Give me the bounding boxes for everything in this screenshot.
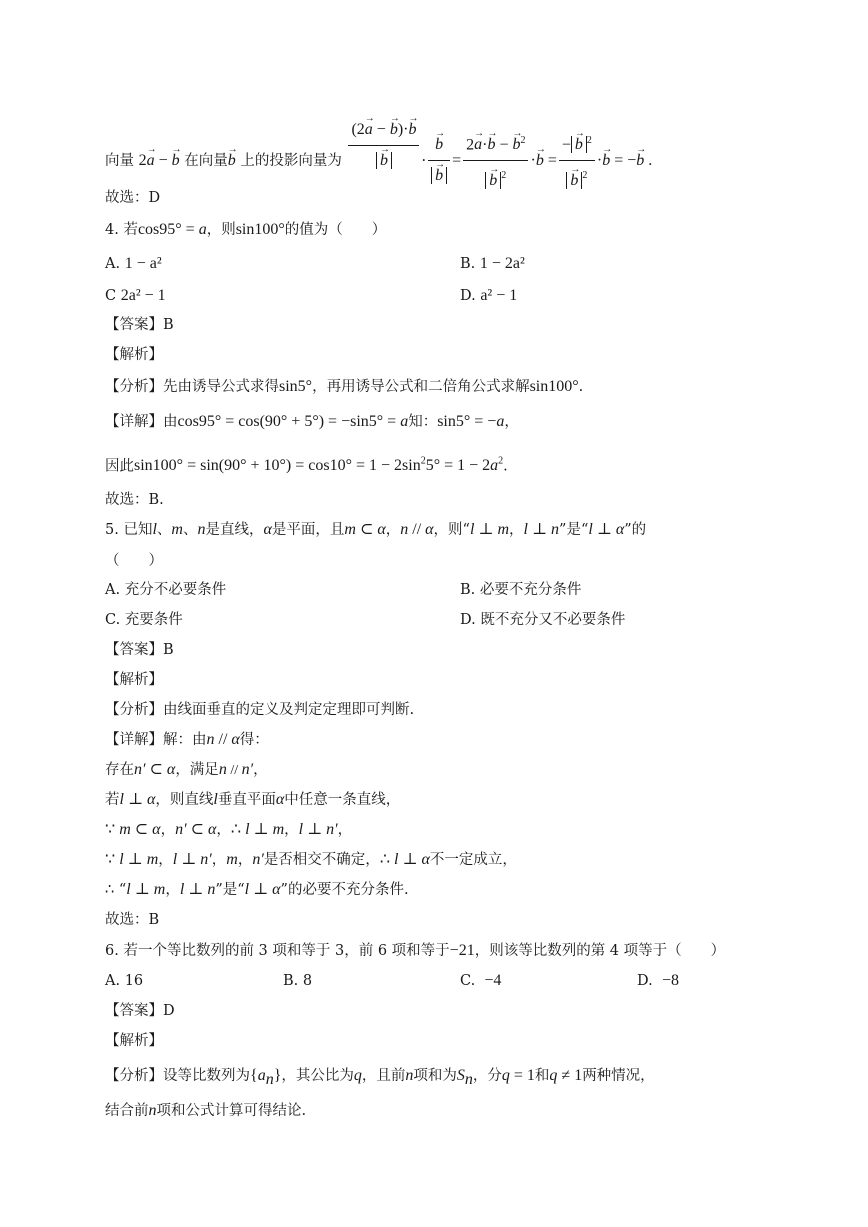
q4-analysis: 【解析】 (105, 347, 163, 363)
fraction: 2→ a·→ b − → $b^2$ → b $^2$ (463, 128, 528, 194)
q5-fenxi: 【分析】由线面垂直的定义及判定定理即可判断. (105, 702, 415, 718)
q5-analysis: 【解析】 (105, 672, 163, 688)
q5-line1: 存在n′ ⊂ α，满足n // n′， (105, 761, 268, 778)
q5-line3: ∵ m ⊂ α，n′ ⊂ α，∴ l ⊥ m，l ⊥ n′， (105, 821, 353, 838)
q6-option-a: A. 16 (105, 973, 144, 989)
q4-option-d: D. a² − 1 (460, 287, 518, 304)
q4-stem: 4. 若cos95° = a，则sin100°的值为（ ） (105, 221, 387, 238)
q4-option-c: C 2a² − 1 (105, 287, 166, 304)
fraction: → b → b (428, 132, 450, 189)
q5-line5: ∴ “l ⊥ m，l ⊥ n”是“l ⊥ α”的必要不充分条件. (105, 881, 409, 898)
q4-option-b: B. 1 − 2a² (460, 255, 525, 272)
q5-line4: ∵ l ⊥ m，l ⊥ n′，m，n′是否相交不确定，∴ l ⊥ α不一定成立， (105, 851, 517, 868)
q5-paren: （ ） (105, 553, 163, 569)
q5-stem: 5. 已知l、m、n是直线，α是平面，且m ⊂ α，n // α，则“l ⊥ m，l ⊥ n”是“l ⊥ α”的 (105, 521, 647, 538)
q6-option-b: B. 8 (283, 973, 313, 989)
fraction: −→ b $^2$ → b $^2$ (559, 128, 595, 194)
q5-answer: 【答案】B (105, 642, 174, 658)
q5-line2: 若l ⊥ α，则直线l垂直平面α中任意一条直线， (105, 791, 401, 808)
math: 2→ a − → b (139, 152, 180, 169)
q6-last: 结合前n项和公式计算可得结论. (105, 1102, 307, 1119)
q6-option-d: D. −8 (637, 972, 679, 989)
q4-option-a: A. 1 − a² (105, 255, 162, 272)
q5-select: 故选：B (105, 912, 160, 928)
math: → b (228, 148, 236, 174)
text: 向量 (105, 152, 134, 169)
q5-option-d: D. 既不充分又不必要条件 (460, 612, 626, 628)
q4-xiangjie: 【详解】由cos95° = cos(90° + 5°) = −sin5° = a知：sin5° = −a， (105, 413, 519, 430)
q6-analysis: 【解析】 (105, 1033, 163, 1049)
q5-option-b: B. 必要不充分条件 (460, 582, 582, 598)
q4-answer: 【答案】B (105, 317, 174, 333)
projection-line: 向量 2→ a − → b 在向量→ b 上的投影向量为 (2→ a − → b)·→ b → b · → b → b = 2→ a·→ b − → $b^2$ → b $^2$ ·→ b = −→ b $^2$ → b $^2$ ·→ b = −→ b . (105, 128, 652, 194)
q5-xiangjie: 【详解】解：由n // α得： (105, 731, 269, 748)
q6-stem: 6. 若一个等比数列的前 3 项和等于 3，前 6 项和等于−21，则该等比数列的第 4 项等于（ ） (105, 942, 726, 959)
fraction: (2→ a − → b)·→ b → b (348, 117, 419, 174)
q4-select: 故选：B. (105, 492, 164, 508)
q6-answer: 【答案】D (105, 1003, 175, 1019)
q6-fenxi: 【分析】设等比数列为$\{a_n\}$，其公比为q，且前n项和为$S_n$，分q = 1和q ≠ 1两种情况， (105, 1067, 655, 1089)
q4-fenxi: 【分析】先由诱导公式求得sin5°，再用诱导公式和二倍角公式求解sin100°. (105, 378, 584, 395)
select-d: 故选：D (105, 190, 161, 206)
text: 在向量 (184, 152, 228, 169)
text: 上的投影向量为 (240, 152, 342, 169)
q5-option-a: A. 充分不必要条件 (105, 582, 227, 598)
q4-yinci: 因此$\sin 100^\circ = \sin(90^\circ + 10^\circ) = \cos 10^\circ = 1 - 2\sin^25^\circ = 1 - 2a^2$. (105, 456, 508, 475)
q5-option-c: C. 充要条件 (105, 612, 183, 628)
q6-option-c: C. −4 (460, 972, 502, 989)
